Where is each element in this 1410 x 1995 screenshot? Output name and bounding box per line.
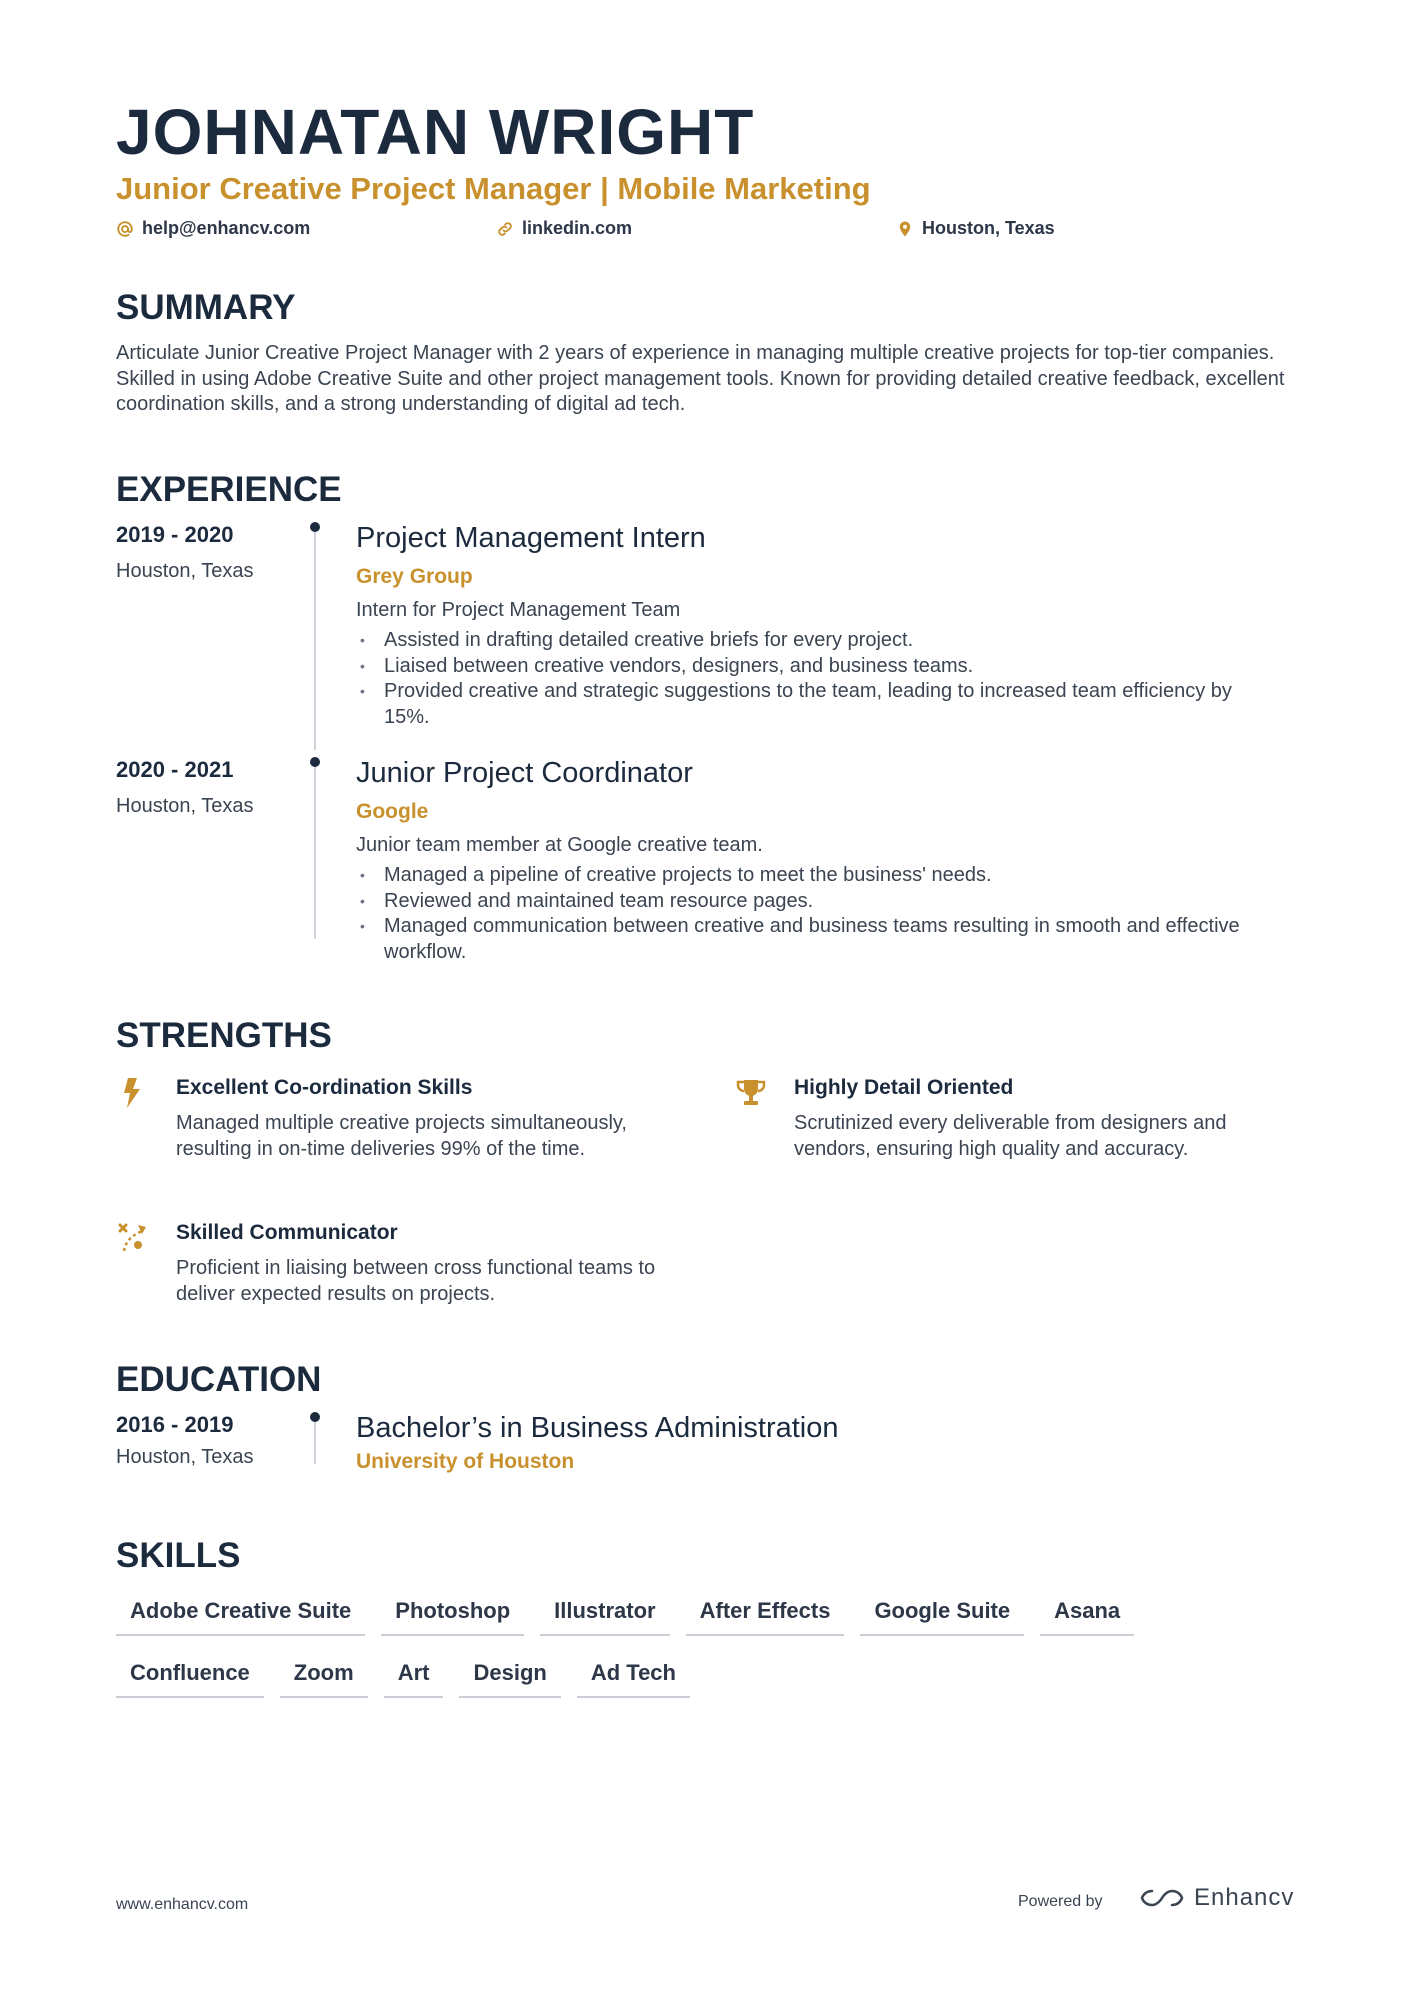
- enhancv-logo[interactable]: [1138, 1884, 1294, 1912]
- experience-company: Grey Group: [356, 565, 473, 588]
- strength-name: Skilled Communicator: [176, 1221, 398, 1244]
- link-icon: [496, 220, 514, 238]
- education-degree: Bachelor’s in Business Administration: [356, 1412, 839, 1444]
- contact-email[interactable]: [116, 218, 310, 239]
- skills-heading: SKILLS: [116, 1536, 241, 1575]
- experience-dates: 2020 - 2021: [116, 757, 234, 782]
- timeline-line: [314, 528, 316, 750]
- experience-entry: [116, 757, 1296, 963]
- strength-description: Scrutinized every deliverable from designers and vendors, ensuring high quality and accuracy.: [794, 1112, 1227, 1160]
- experience-description: Junior team member at Google creative team.: [356, 834, 763, 856]
- summary-text: Articulate Junior Creative Project Manager with 2 years of experience in managing multiple creative projects for top-tier companies. Skilled in using Adobe Creative Suite and other project management tools. Known for providing detailed creative feedback, excellent coordination skills, and a strong understanding of digital ad tech.: [116, 342, 1285, 415]
- skill-tag: Zoom: [280, 1660, 368, 1698]
- strategy-icon: [116, 1221, 150, 1255]
- list-item: • Provided creative and strategic suggestions to the team, leading to increased team efficiency by 15%.: [356, 679, 1276, 730]
- skill-tag: Google Suite: [860, 1598, 1024, 1636]
- education-entry: [116, 1412, 1296, 1492]
- skill-tag: Art: [384, 1660, 444, 1698]
- location-text: Houston, Texas: [922, 218, 1055, 238]
- experience-bullets: [356, 863, 1276, 965]
- contact-location: [896, 218, 1055, 239]
- contact-linkedin[interactable]: [496, 218, 632, 239]
- summary-heading: SUMMARY: [116, 288, 296, 327]
- list-item: • Managed communication between creative and business teams resulting in smooth and effective workflow.: [356, 914, 1276, 965]
- experience-company: Google: [356, 800, 429, 823]
- timeline-dot: [310, 522, 320, 532]
- strength-description: Managed multiple creative projects simultaneously, resulting in on-time deliveries 99% of the time.: [176, 1112, 627, 1160]
- strength-name: Highly Detail Oriented: [794, 1076, 1014, 1099]
- skill-tag: Confluence: [116, 1660, 264, 1698]
- skill-tag: Adobe Creative Suite: [116, 1598, 365, 1636]
- education-dates: 2016 - 2019: [116, 1412, 234, 1437]
- list-item: • Assisted in drafting detailed creative briefs for every project.: [356, 628, 1276, 654]
- job-title: Junior Creative Project Manager | Mobile Marketing: [116, 171, 871, 206]
- candidate-name: JOHNATAN WRIGHT: [116, 96, 755, 168]
- skills-row: [116, 1598, 1134, 1636]
- trophy-icon: [734, 1076, 768, 1110]
- experience-description: Intern for Project Management Team: [356, 599, 681, 621]
- experience-location: Houston, Texas: [116, 795, 254, 817]
- education-location: Houston, Texas: [116, 1446, 254, 1468]
- enhancv-logo-icon: [1138, 1885, 1186, 1911]
- brand-name: Enhancv: [1194, 1884, 1295, 1911]
- timeline-line: [314, 763, 316, 939]
- list-item: • Managed a pipeline of creative projects to meet the business' needs.: [356, 863, 1276, 889]
- timeline-dot: [310, 757, 320, 767]
- skill-tag: Asana: [1040, 1598, 1134, 1636]
- skill-tag: Photoshop: [381, 1598, 524, 1636]
- skills-row: [116, 1660, 690, 1698]
- powered-by-label: Powered by: [1018, 1893, 1103, 1910]
- experience-role: Project Management Intern: [356, 522, 706, 554]
- list-item: • Liaised between creative vendors, designers, and business teams.: [356, 654, 1276, 680]
- skill-tag: Illustrator: [540, 1598, 669, 1636]
- skill-tag: Design: [459, 1660, 560, 1698]
- education-heading: EDUCATION: [116, 1360, 322, 1399]
- strengths-heading: STRENGTHS: [116, 1016, 332, 1055]
- experience-role: Junior Project Coordinator: [356, 757, 693, 789]
- experience-location: Houston, Texas: [116, 560, 254, 582]
- at-sign-icon: [116, 220, 134, 238]
- experience-entry: [116, 522, 1296, 752]
- email-text: help@enhancv.com: [142, 218, 311, 238]
- strength-name: Excellent Co-ordination Skills: [176, 1076, 473, 1099]
- footer-url[interactable]: www.enhancv.com: [116, 1896, 249, 1913]
- experience-heading: EXPERIENCE: [116, 470, 342, 509]
- location-pin-icon: [896, 220, 914, 238]
- linkedin-text: linkedin.com: [522, 218, 633, 238]
- list-item: • Reviewed and maintained team resource pages.: [356, 889, 1276, 915]
- timeline-dot: [310, 1412, 320, 1422]
- strength-description: Proficient in liaising between cross functional teams to deliver expected results on projects.: [176, 1257, 656, 1305]
- experience-bullets: [356, 628, 1276, 730]
- skill-tag: After Effects: [686, 1598, 845, 1636]
- lightning-icon: [116, 1076, 150, 1110]
- education-school: University of Houston: [356, 1450, 575, 1473]
- timeline-line: [314, 1418, 316, 1464]
- experience-dates: 2019 - 2020: [116, 522, 234, 547]
- skill-tag: Ad Tech: [577, 1660, 690, 1698]
